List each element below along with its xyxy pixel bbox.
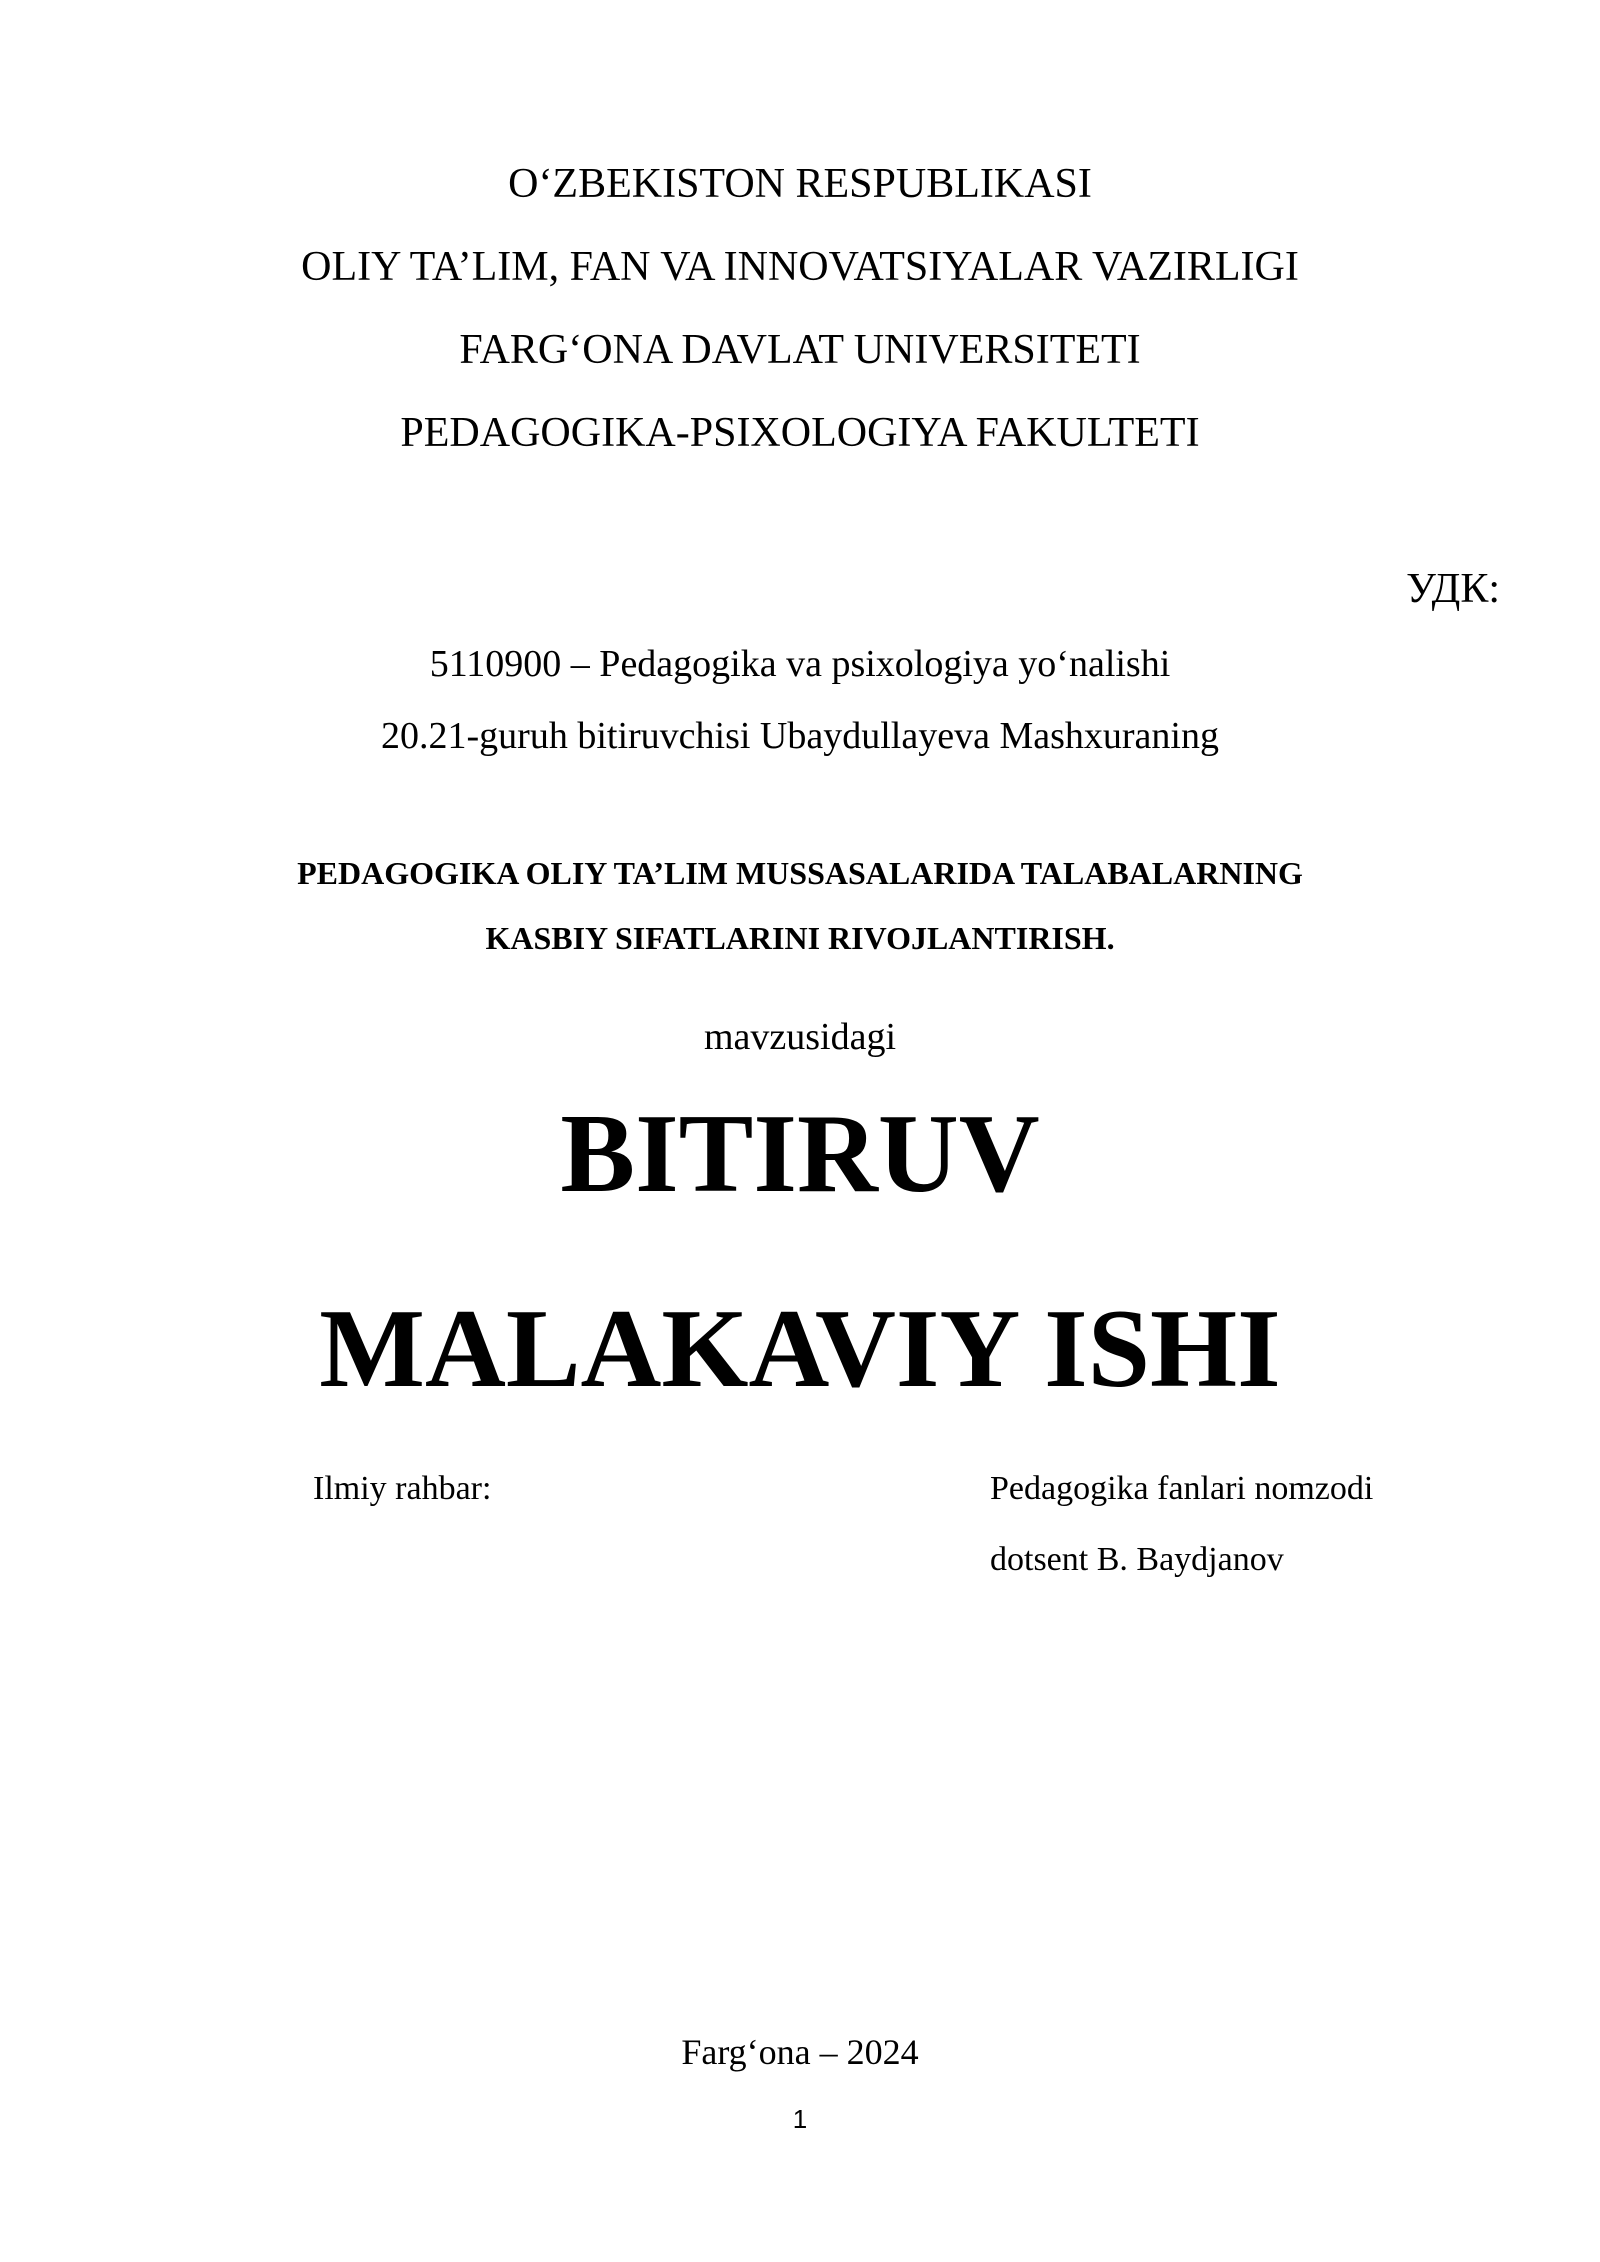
header-ministry: OLIY TA’LIM, FAN VA INNOVATSIYALAR VAZIRLIGI — [301, 244, 1299, 290]
header-faculty: PEDAGOGIKA-PSIXOLOGIYA FAKULTETI — [400, 410, 1200, 456]
header-university: FARG‘ONA DAVLAT UNIVERSITETI — [459, 327, 1141, 373]
specialty-line: 5110900 – Pedagogika va psixologiya yo‘nalishi — [429, 643, 1171, 685]
mavzu-label: mavzusidagi — [703, 1016, 897, 1058]
work-title-line2: MALAKAVIY ISHI — [319, 1287, 1281, 1411]
supervisor-degree: Pedagogika fanlari nomzodi — [990, 1470, 1374, 1507]
header-country: O‘ZBEKISTON RESPUBLIKASI — [508, 161, 1092, 207]
supervisor-label: Ilmiy rahbar: — [313, 1470, 492, 1507]
work-title-line1: BITIRUV — [560, 1092, 1040, 1216]
city-year: Farg‘ona – 2024 — [681, 2032, 919, 2072]
udk-label: УДК: — [1406, 566, 1500, 612]
topic-title-line1: PEDAGOGIKA OLIY TA’LIM MUSSASALARIDA TALABALARNING — [297, 855, 1303, 891]
graduate-line: 20.21-guruh bitiruvchisi Ubaydullayeva Mashxuraning — [381, 715, 1219, 757]
supervisor-name: dotsent B. Baydjanov — [990, 1541, 1284, 1578]
page-number: 1 — [792, 2104, 808, 2134]
topic-title-line2: KASBIY SIFATLARINI RIVOJLANTIRISH. — [485, 920, 1115, 956]
